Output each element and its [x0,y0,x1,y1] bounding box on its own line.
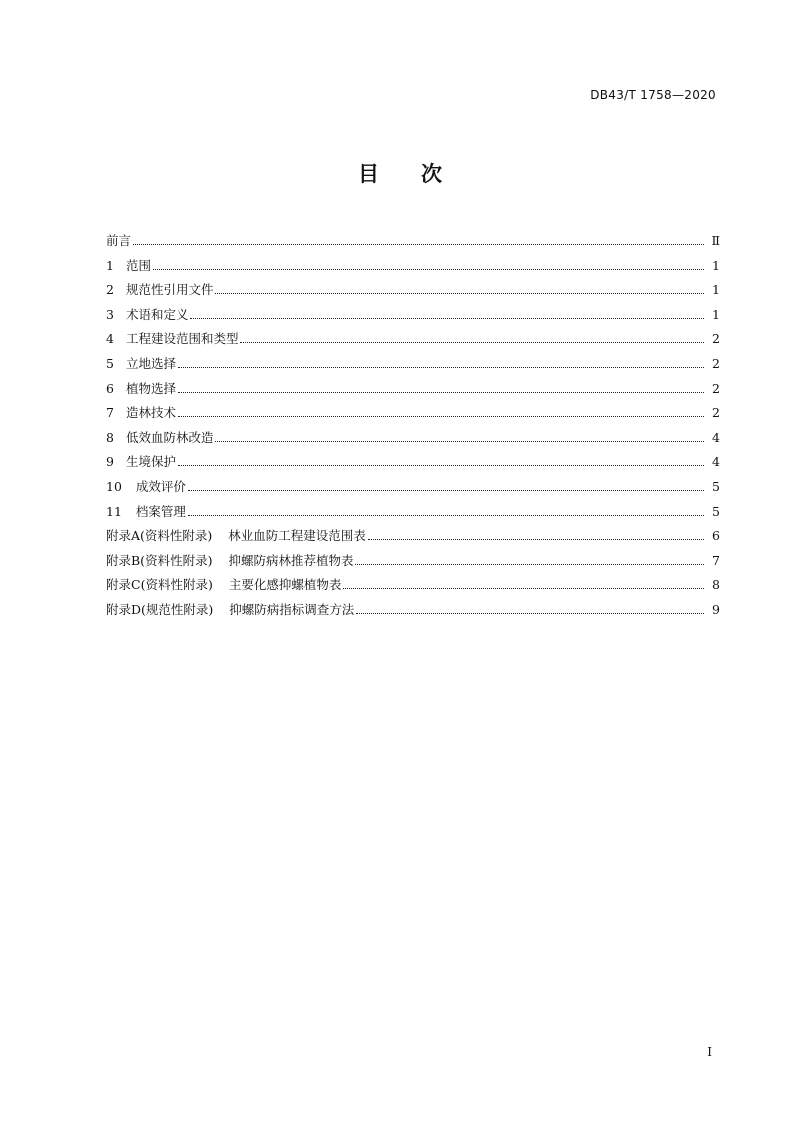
toc-entry-label: 抑螺防病林推荐植物表 [228,552,354,568]
toc-entry-1[interactable] [106,254,720,279]
toc-leader-dots [188,515,704,516]
toc-entry-appendix-a[interactable] [106,524,720,549]
toc-entry-7[interactable] [106,401,720,426]
page-title [0,158,800,188]
toc-entry-page: 2 [712,355,720,371]
toc-entry-number: 4 [106,331,114,347]
toc-entry-number: 7 [106,405,114,421]
toc-leader-dots [153,269,704,270]
toc-entry-number: 11 [106,503,122,519]
toc-entry-page: 6 [712,528,720,544]
toc-leader-dots [178,392,704,393]
toc-entry-label: 工程建设范围和类型 [125,331,239,347]
toc-entry-label: 低效血防林改造 [125,429,214,445]
toc-entry-8[interactable] [106,426,720,451]
toc-entry-11[interactable] [106,500,720,525]
toc-entry-appendix-c[interactable] [106,573,720,598]
title-char-2: 次 [421,162,442,186]
toc-entry-label: 林业血防工程建设范围表 [228,528,366,544]
toc-entry-label: 造林技术 [125,405,176,421]
toc-entry-number: 附录B(资料性附录) [106,552,213,568]
toc-leader-dots [240,342,704,343]
page-number: I [707,1045,712,1059]
toc-entry-page: 2 [712,331,720,347]
toc-leader-dots [355,564,704,565]
toc-leader-dots [368,539,704,540]
toc-entry-label: 立地选择 [125,355,176,371]
toc-entry-2[interactable] [106,278,720,303]
toc-entry-page: 2 [712,380,720,396]
toc-entry-number: 附录A(资料性附录) [106,528,213,544]
toc-leader-dots [133,244,704,245]
toc-entry-number: 附录D(规范性附录) [106,601,214,617]
toc-entry-page: 8 [712,577,720,593]
toc-entry-10[interactable] [106,475,720,500]
toc-entry-5[interactable] [106,352,720,377]
toc-leader-dots [178,465,704,466]
toc-entry-page: 9 [712,601,720,617]
toc-entry-number: 1 [106,257,114,273]
toc-entry-page: 2 [712,405,720,421]
toc-entry-appendix-b[interactable] [106,549,720,574]
toc-entry-appendix-d[interactable] [106,598,720,623]
toc-entry-3[interactable] [106,303,720,328]
toc-entry-label: 范围 [125,257,151,273]
toc-entry-label: 抑螺防病指标调查方法 [229,601,355,617]
toc-entry-foreword[interactable] [106,229,720,254]
toc-entry-page: 1 [712,306,720,322]
title-char-1: 目 [358,162,379,186]
toc-entry-label: 植物选择 [125,380,176,396]
toc-leader-dots [188,490,704,491]
toc-entry-6[interactable] [106,377,720,402]
toc-entry-label: 成效评价 [135,478,186,494]
toc-entry-label: 规范性引用文件 [125,282,214,298]
toc-entry-number: 5 [106,355,114,371]
toc-entry-number: 2 [106,282,114,298]
toc-entry-label: 术语和定义 [125,306,189,322]
toc-entry-page: 5 [712,503,720,519]
toc-entry-page: 1 [712,282,720,298]
toc-entry-number: 3 [106,306,114,322]
toc-entry-label: 生境保护 [125,454,176,470]
toc-entry-page: 4 [712,454,720,470]
toc-entry-number: 附录C(资料性附录) [106,577,213,593]
document-code: DB43/T 1758—2020 [590,88,716,102]
toc-entry-number: 10 [106,478,122,494]
toc-leader-dots [356,613,704,614]
toc-entry-label: 主要化感抑螺植物表 [228,577,342,593]
toc-leader-dots [343,588,704,589]
toc-entry-4[interactable] [106,327,720,352]
toc-entry-label: 前言 [106,233,132,248]
toc-entry-page: 4 [712,429,720,445]
toc-entry-page: Ⅱ [711,233,720,248]
toc-entry-page: 7 [712,552,720,568]
table-of-contents [106,229,720,623]
toc-entry-number: 8 [106,429,114,445]
toc-entry-number: 9 [106,454,114,470]
toc-leader-dots [178,416,704,417]
toc-leader-dots [190,318,704,319]
toc-entry-page: 1 [712,257,720,273]
toc-entry-number: 6 [106,380,114,396]
toc-leader-dots [215,441,704,442]
toc-leader-dots [178,367,704,368]
toc-entry-9[interactable] [106,450,720,475]
toc-leader-dots [215,293,704,294]
toc-entry-label: 档案管理 [135,503,186,519]
toc-entry-page: 5 [712,478,720,494]
